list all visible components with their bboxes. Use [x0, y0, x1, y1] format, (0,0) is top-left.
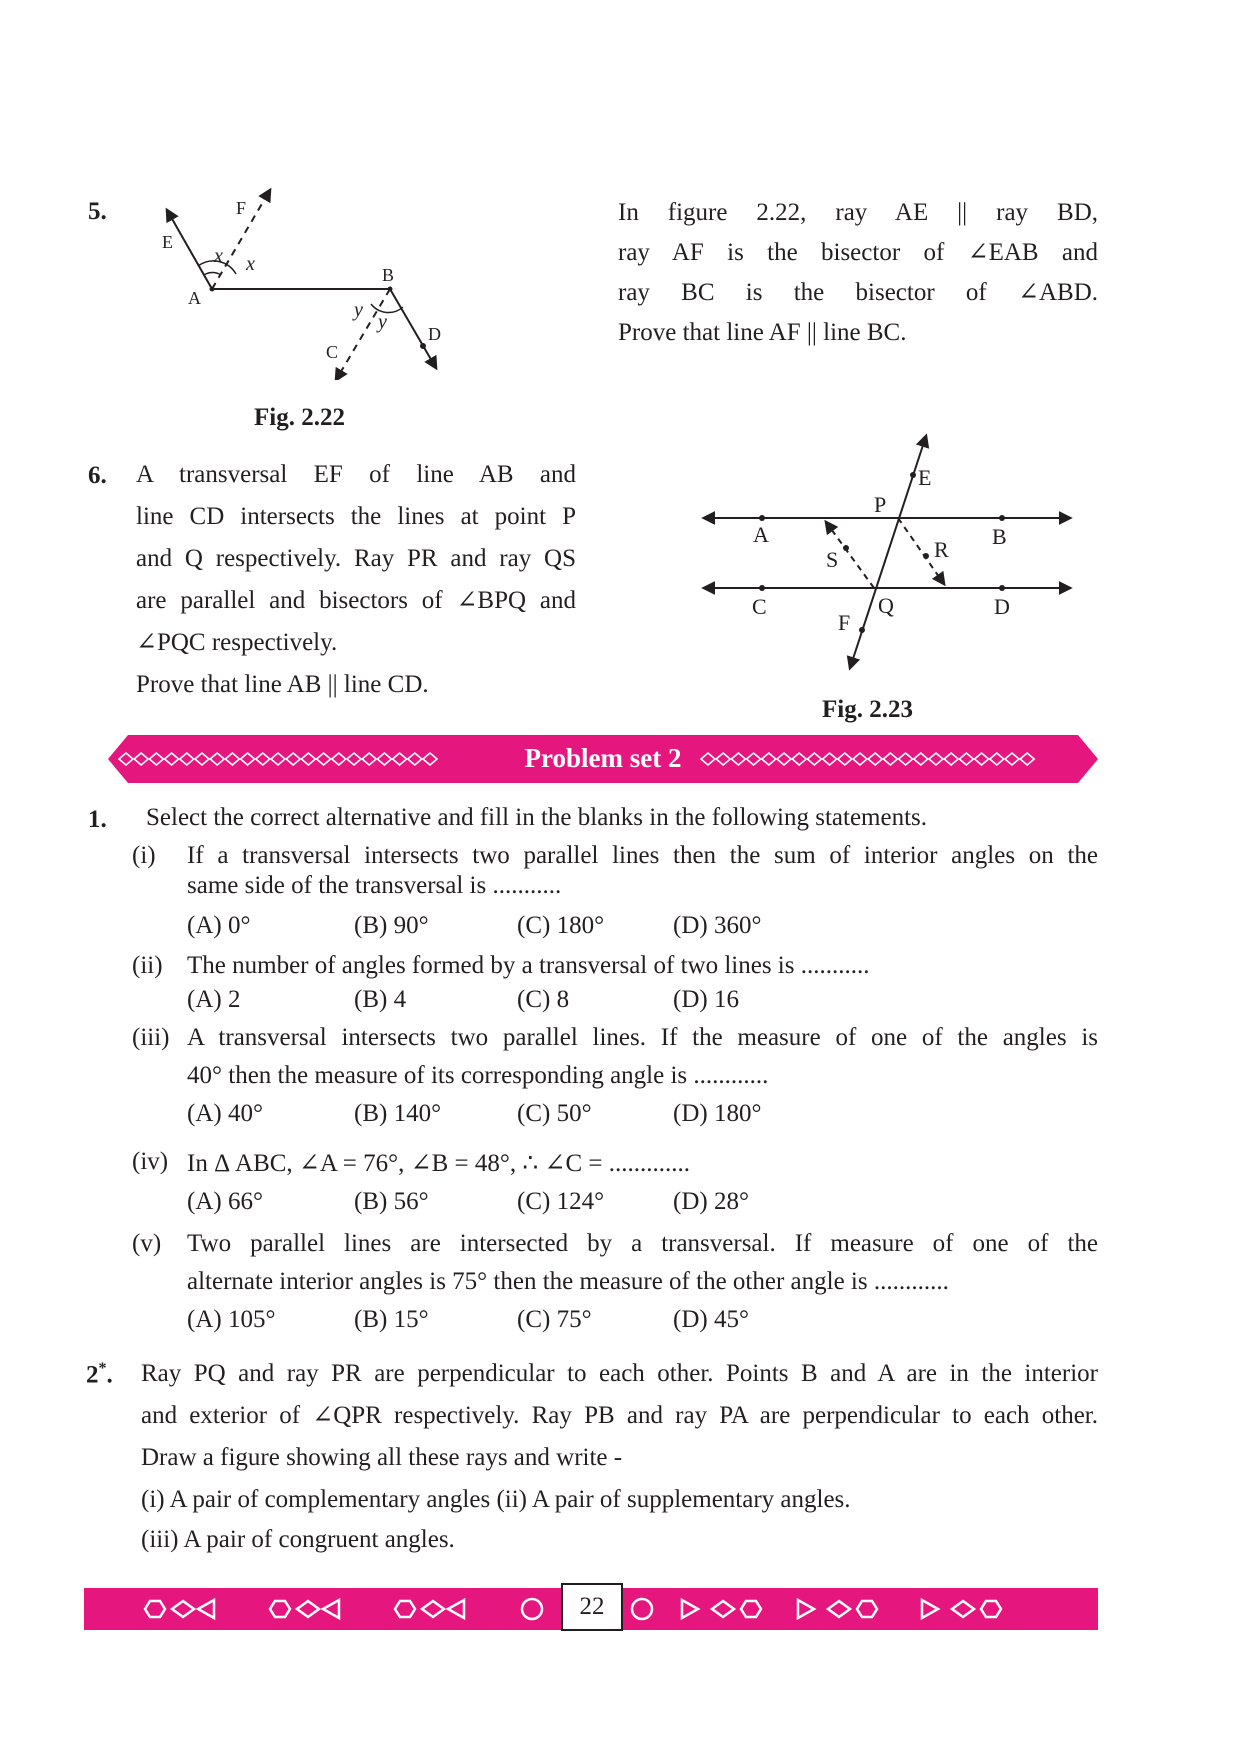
figure-2-22 — [140, 180, 470, 380]
question-5-number: 5. — [88, 198, 107, 225]
option-a: (A) 105° — [187, 1306, 276, 1333]
option-b: (B) 15° — [354, 1306, 429, 1333]
q6-line-3: and Q respectively. Ray PR and ray QS — [136, 545, 576, 572]
q6-line-1: A transversal EF of line AB and — [136, 461, 576, 488]
label-A: A — [188, 288, 201, 308]
p2-line-3: Draw a figure showing all these rays and write - — [141, 1444, 623, 1471]
problem-1-intro: Select the correct alternative and fill in the blanks in the following statements. — [146, 804, 928, 831]
p1-iv-line-1: In Δ ABC, ∠A = 76°, ∠B = 48°, ∴ ∠C = ............. — [187, 1150, 690, 1177]
label-x-right: x — [246, 253, 255, 275]
label-B: B — [992, 524, 1007, 549]
problem-2-dot: . — [106, 1361, 113, 1389]
p2-line-2: and exterior of ∠QPR respectively. Ray PB and ray PA are perpendicular to each other. — [141, 1402, 1098, 1429]
ray-BC — [336, 289, 390, 380]
label-E: E — [918, 465, 932, 490]
p1-iii-number: (iii) — [132, 1024, 170, 1051]
q6-line-5: ∠PQC respectively. — [136, 629, 338, 656]
label-F: F — [236, 198, 247, 218]
p1-i-line-1: If a transversal intersects two parallel lines then the sum of interior angles on the — [187, 842, 1098, 869]
transversal-EF — [850, 436, 926, 668]
ray-AE — [167, 210, 212, 289]
label-y-right: y — [378, 311, 387, 333]
p1-v-number: (v) — [132, 1230, 162, 1257]
option-b: (B) 4 — [354, 986, 407, 1013]
q5-line-4: Prove that line AF || line BC. — [618, 319, 907, 346]
label-A: A — [753, 522, 769, 547]
option-b: (B) 56° — [354, 1188, 429, 1215]
option-c: (C) 180° — [517, 912, 605, 939]
label-D: D — [428, 324, 441, 344]
q6-line-2: line CD intersects the lines at point P — [136, 503, 576, 530]
p1-v-line-1: Two parallel lines are intersected by a transversal. If measure of one of the — [187, 1230, 1098, 1257]
option-d: (D) 16 — [673, 986, 739, 1013]
p2-sub-1: (i) A pair of complementary angles (ii) A pair of supplementary angles. — [141, 1486, 851, 1513]
problem-1-number: 1. — [88, 806, 107, 833]
p1-ii-number: (ii) — [132, 952, 163, 979]
problem-2-number — [86, 1360, 113, 1389]
page-number: 22 — [561, 1583, 623, 1631]
label-F: F — [838, 610, 851, 635]
option-c: (C) 124° — [517, 1188, 605, 1215]
p1-i-line-2: same side of the transversal is ........... — [187, 872, 562, 899]
q5-line-3: ray BC is the bisector of ∠ABD. — [618, 279, 1098, 306]
option-a: (A) 66° — [187, 1188, 263, 1215]
q6-line-4: are parallel and bisectors of ∠BPQ and — [136, 587, 576, 614]
label-C: C — [326, 342, 339, 362]
option-d: (D) 28° — [673, 1188, 749, 1215]
p1-ii-line-1: The number of angles formed by a transversal of two lines is ........... — [187, 952, 870, 979]
label-E: E — [162, 232, 173, 252]
option-a: (A) 2 — [187, 986, 241, 1013]
label-y-left: y — [354, 299, 363, 321]
label-D: D — [994, 594, 1010, 619]
p1-v-line-2: alternate interior angles is 75° then the measure of the other angle is ............ — [187, 1268, 949, 1295]
option-d: (D) 180° — [673, 1100, 762, 1127]
p1-iii-line-1: A transversal intersects two parallel lines. If the measure of one of the angles is — [187, 1024, 1098, 1051]
q5-line-2: ray AF is the bisector of ∠EAB and — [618, 239, 1098, 266]
label-Q: Q — [878, 593, 894, 618]
label-P: P — [874, 492, 887, 517]
problem-set-banner — [108, 735, 1098, 783]
p1-i-number: (i) — [132, 842, 156, 869]
option-d: (D) 360° — [673, 912, 762, 939]
p1-iii-line-2: 40° then the measure of its corresponding angle is ............ — [187, 1062, 769, 1089]
q5-line-1: In figure 2.22, ray AE || ray BD, — [618, 199, 1098, 226]
label-x-left: x — [214, 245, 223, 267]
option-c: (C) 8 — [517, 986, 570, 1013]
option-c: (C) 75° — [517, 1306, 592, 1333]
option-a: (A) 0° — [187, 912, 251, 939]
label-R: R — [934, 537, 949, 562]
label-C: C — [752, 594, 767, 619]
p2-line-1: Ray PQ and ray PR are perpendicular to each other. Points B and A are in the interior — [141, 1360, 1098, 1387]
question-6-number: 6. — [88, 462, 107, 489]
p1-iv-number: (iv) — [132, 1148, 169, 1175]
label-B: B — [382, 265, 395, 285]
option-d: (D) 45° — [673, 1306, 749, 1333]
problem-set-title: Problem set 2 — [524, 743, 682, 773]
option-a: (A) 40° — [187, 1100, 263, 1127]
problem-2-star: * — [98, 1360, 107, 1377]
option-b: (B) 90° — [354, 912, 429, 939]
option-b: (B) 140° — [354, 1100, 442, 1127]
fig-2-23-caption: Fig. 2.23 — [822, 696, 913, 723]
fig-2-22-caption: Fig. 2.22 — [254, 404, 345, 431]
label-S: S — [826, 547, 839, 572]
problem-2-num: 2 — [86, 1361, 99, 1389]
p2-sub-2: (iii) A pair of congruent angles. — [141, 1526, 455, 1553]
figure-2-23 — [700, 430, 1080, 680]
option-c: (C) 50° — [517, 1100, 592, 1127]
q6-line-6: Prove that line AB || line CD. — [136, 671, 429, 698]
